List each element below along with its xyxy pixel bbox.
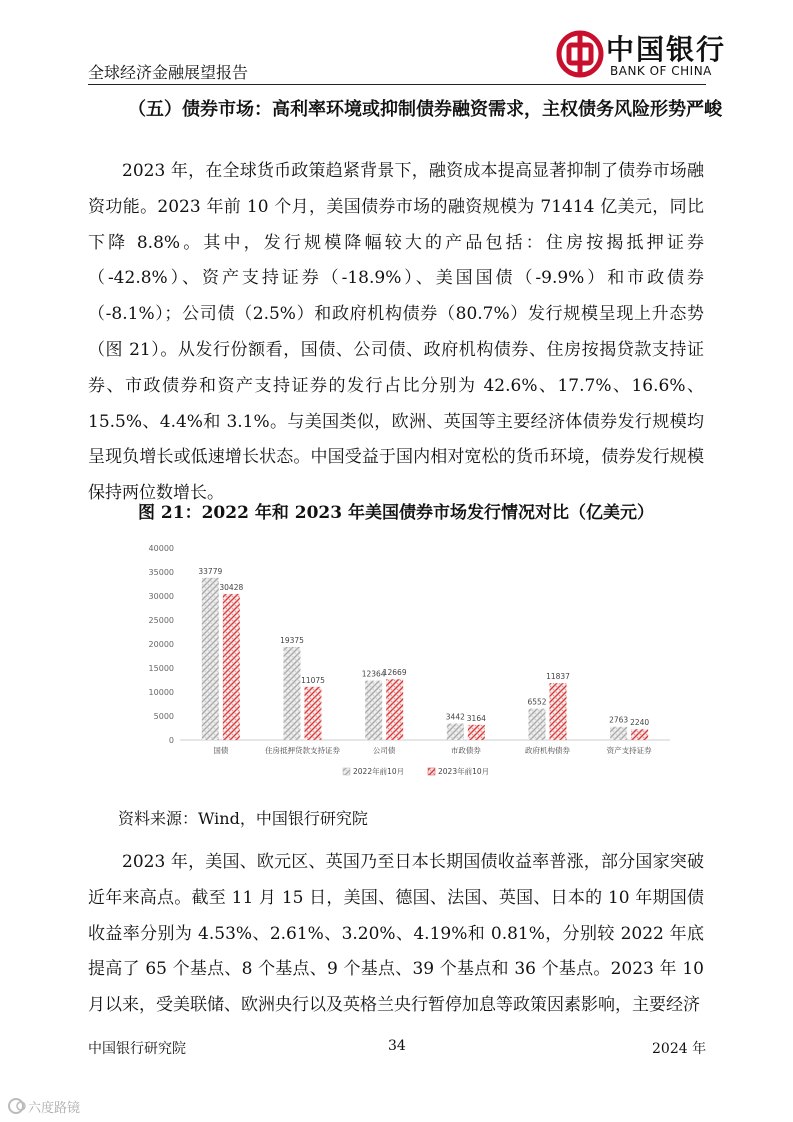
data-label: 19375 bbox=[280, 636, 304, 645]
x-tick-label: 政府机构债券 bbox=[525, 746, 570, 755]
data-label: 33779 bbox=[198, 566, 223, 576]
y-tick-label: 10000 bbox=[148, 688, 174, 697]
data-label: 30428 bbox=[219, 582, 244, 592]
x-tick-label: 资产支持证券 bbox=[606, 746, 652, 755]
bar-2022 bbox=[447, 723, 464, 740]
bar-2023 bbox=[305, 687, 322, 740]
legend-swatch bbox=[428, 768, 435, 775]
bar-2022 bbox=[610, 727, 627, 740]
header-divider bbox=[88, 84, 706, 85]
bar-2022 bbox=[202, 578, 219, 740]
y-tick-label: 35000 bbox=[148, 568, 174, 577]
bar-2022 bbox=[365, 681, 382, 740]
figure-source: 资料来源：Wind，中国银行研究院 bbox=[118, 809, 368, 828]
body-paragraph-2: 2023 年，美国、欧元区、英国乃至日本长期国债收益率普涨，部分国家突破近年来高点。截至 11 月 15 日，美国、德国、法国、英国、日本的 10 年期国债收益率分别为 4.53%、2.61%、3.20%、4.19%和 0.81%，分别较 2022 年底提高了 65 个基点、8 个基点、9 个基点、39 个基点和 36 个基点。2023 年 10 月以来，受美联储、欧洲央行以及英格兰央行暂停加息等政策因素影响，主要经济 bbox=[88, 852, 704, 1016]
bar-2023 bbox=[468, 725, 485, 740]
bar-2023 bbox=[223, 594, 240, 740]
y-tick-label: 5000 bbox=[153, 712, 174, 721]
figure-title: 图 21：2022 年和 2023 年美国债券市场发行情况对比（亿美元） bbox=[138, 503, 654, 523]
data-label: 12669 bbox=[382, 668, 407, 678]
x-tick-label: 公司债 bbox=[372, 746, 396, 755]
legend-label: 2022年前10月 bbox=[353, 767, 405, 776]
bar-2023 bbox=[631, 729, 648, 740]
bar-2023 bbox=[550, 683, 567, 740]
report-title: 全球经济金融展望报告 bbox=[88, 63, 249, 82]
bond-issuance-bar-chart bbox=[138, 538, 678, 788]
data-label: 6552 bbox=[527, 697, 547, 707]
y-tick-label: 40000 bbox=[148, 544, 174, 553]
data-label: 2763 bbox=[609, 715, 629, 725]
legend-label: 2023年前10月 bbox=[438, 767, 490, 776]
x-tick-label: 市政债券 bbox=[450, 746, 481, 755]
data-label: 11075 bbox=[301, 675, 325, 685]
page-number: 34 bbox=[388, 1038, 406, 1054]
data-label: 3442 bbox=[445, 712, 465, 722]
footer-year: 2024 年 bbox=[652, 1041, 707, 1057]
x-tick-label: 国债 bbox=[213, 746, 229, 755]
data-label: 12364 bbox=[361, 669, 386, 679]
footer-institution: 中国银行研究院 bbox=[88, 1041, 186, 1057]
body-paragraph-1: 2023 年，在全球货币政策趋紧背景下，融资成本提高显著抑制了债券市场融资功能。2023 年前 10 个月，美国债券市场的融资规模为 71414 亿美元，同比下降 8.8%。其中，发行规模降幅较大的产品包括：住房按揭抵押证券（-42.8%）、资产支持证券（-18.9%）、美国国债（-9.9%）和市政债券（-8.1%）；公司债（2.5%）和政府机构债券（80.7%）发行规模呈现上升态势（图 21）。从发行份额看，国债、公司债、政府机构债券、住房按揭贷款支持证券、市政债券和资产支持证券的发行占比分别为 42.6%、17.7%、16.6%、15.5%、4.4%和 3.1%。与美国类似，欧洲、英国等主要经济体债券发行规模均呈现负增长或低速增长状态。中国受益于国内相对宽松的货币环境，债券发行规模保持两位数增长。 bbox=[88, 161, 704, 504]
data-label: 2240 bbox=[630, 718, 650, 728]
y-tick-label: 15000 bbox=[148, 664, 174, 673]
legend-swatch bbox=[343, 768, 350, 775]
bank-of-china-logo-icon bbox=[556, 30, 604, 78]
y-tick-label: 20000 bbox=[148, 640, 174, 649]
watermark-text: 六度路镜 bbox=[28, 1101, 81, 1116]
data-label: 11837 bbox=[546, 672, 570, 682]
x-tick-label: 住房抵押贷款支持证券 bbox=[265, 746, 340, 755]
y-tick-label: 25000 bbox=[148, 616, 174, 625]
logo-english-name: BANK OF CHINA bbox=[610, 64, 712, 78]
bar-2023 bbox=[386, 679, 403, 740]
data-label: 3164 bbox=[466, 713, 486, 723]
logo-chinese-name: 中国银行 bbox=[606, 33, 727, 66]
y-tick-label: 0 bbox=[168, 736, 174, 745]
bar-2022 bbox=[529, 709, 546, 740]
bar-2022 bbox=[284, 647, 301, 740]
section-heading: （五）债券市场：高利率环境或抑制债券融资需求，主权债务风险形势严峻 bbox=[128, 99, 722, 120]
y-tick-label: 30000 bbox=[148, 592, 174, 601]
